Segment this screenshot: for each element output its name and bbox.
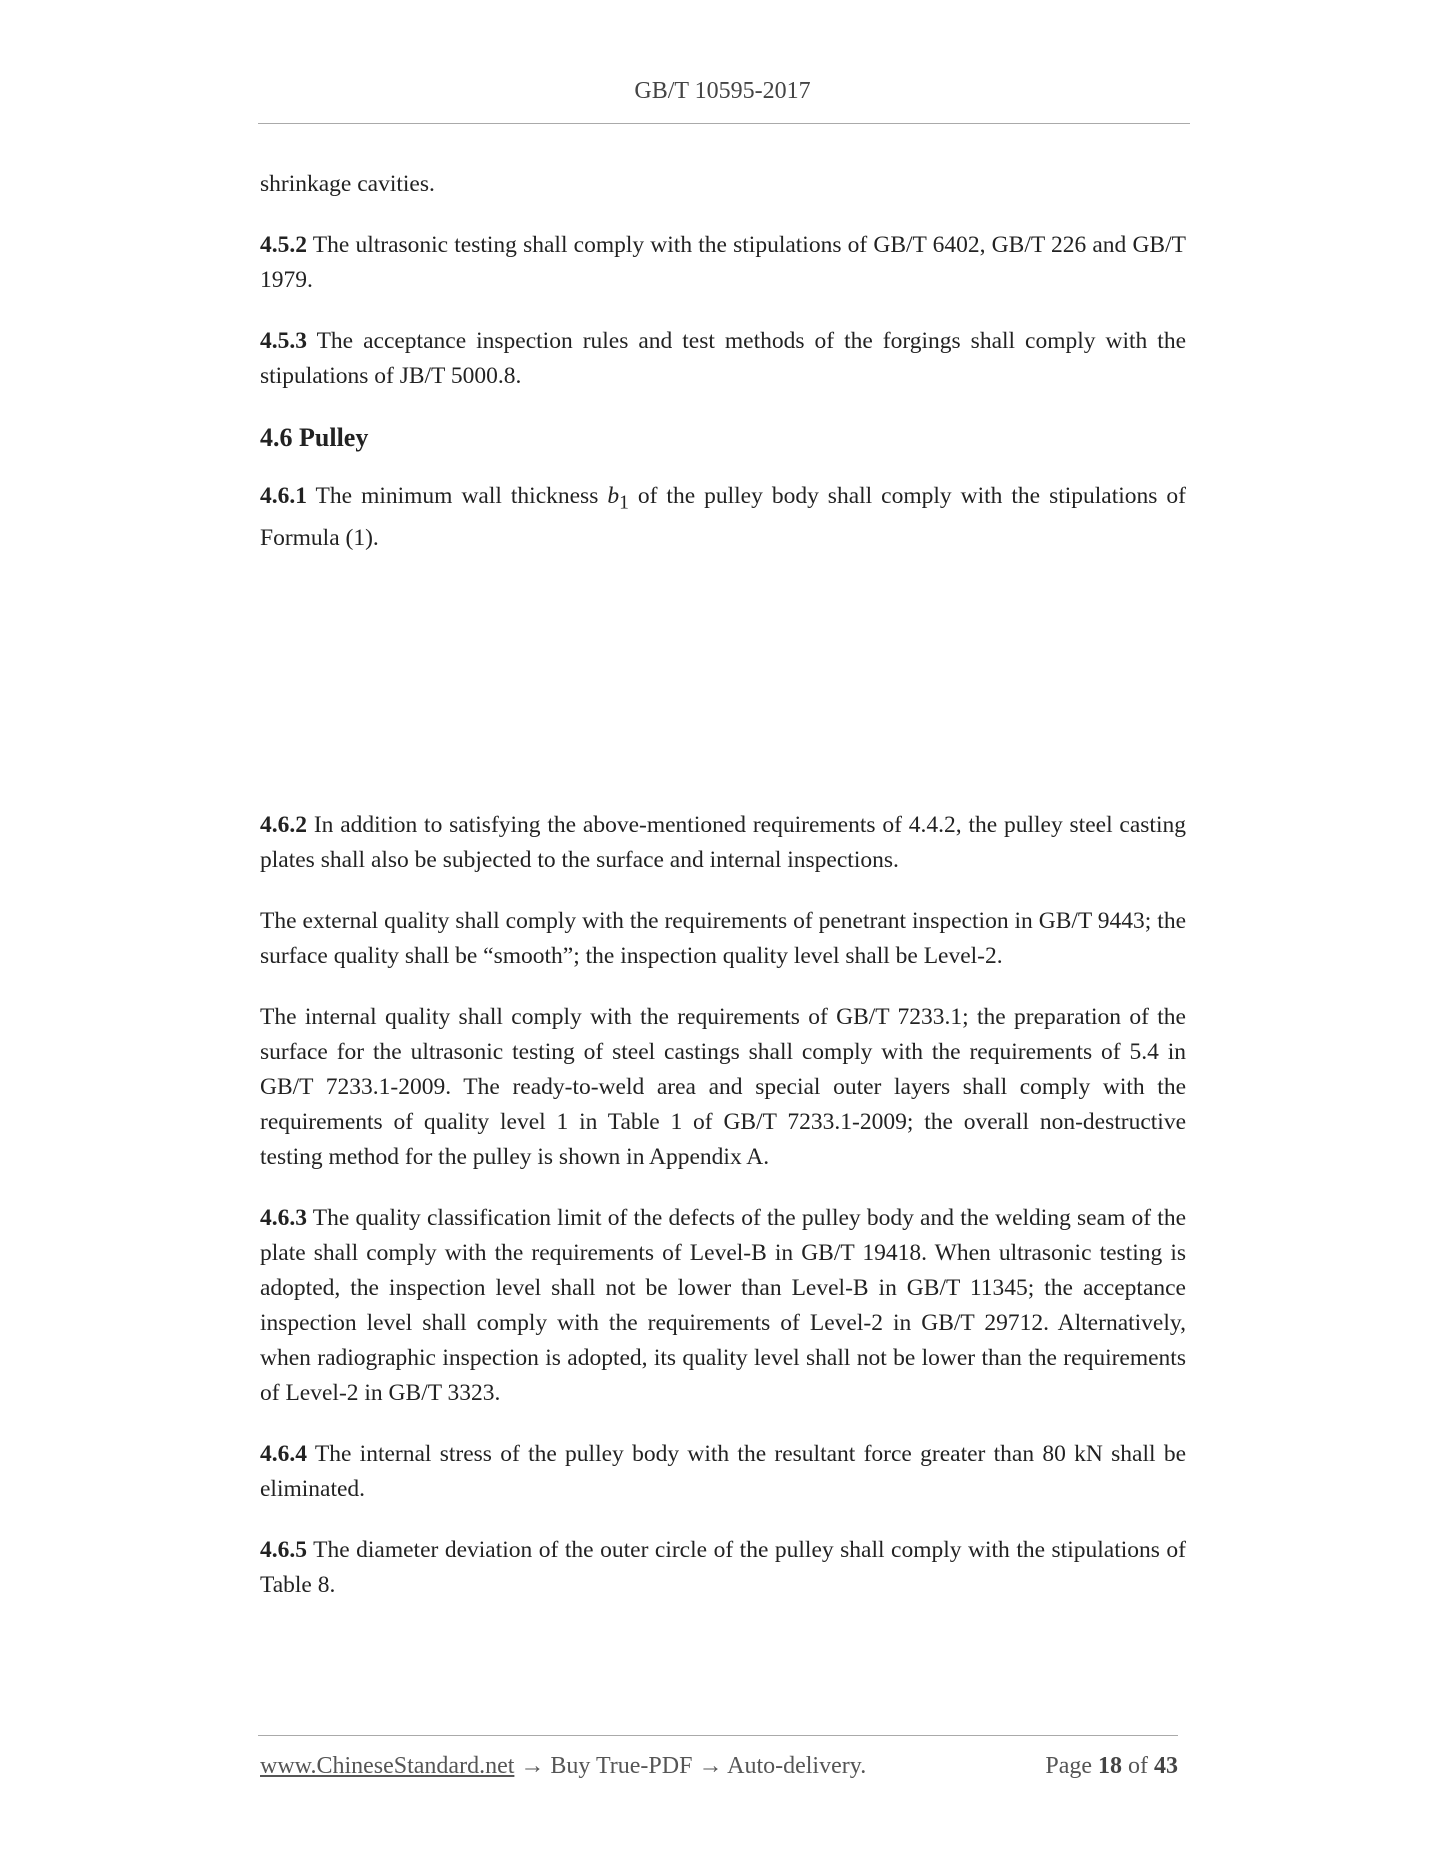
footer-divider	[258, 1735, 1178, 1736]
clause-text: The acceptance inspection rules and test methods of the forgings shall comply with the stipulations of JB/T 5000.8.	[260, 328, 1186, 389]
variable-b: b	[607, 483, 620, 509]
of-label: of	[1122, 1753, 1154, 1779]
clause-number: 4.6.5	[260, 1536, 307, 1563]
buy-text: → Buy True-PDF → Auto-delivery.	[514, 1753, 867, 1779]
clause-4-6-2	[260, 808, 1186, 878]
clause-4-6-1	[260, 479, 1186, 556]
website-link[interactable]: www.ChineseStandard.net	[260, 1753, 515, 1779]
clause-number: 4.6.1	[260, 483, 307, 509]
clause-number: 4.5.2	[260, 232, 307, 258]
section-heading-pulley: 4.6 Pulley	[260, 423, 369, 452]
external-quality-paragraph: The external quality shall comply with the requirements of penetrant inspection in GB/T 9443; the surface quality shall be “smooth”; the inspection quality level shall be Level-2.	[260, 907, 1186, 969]
clause-text: of the pulley body shall comply with the stipulations of Formula (1).	[260, 483, 1186, 551]
clause-4-6-3	[260, 1201, 1186, 1411]
clause-number: 4.6.4	[260, 1440, 307, 1467]
internal-quality-paragraph: The internal quality shall comply with the requirements of GB/T 7233.1; the preparation of the surface for the ultrasonic testing of steel castings shall comply with the requirements of 5.4 in GB/T 7233.1-2009. The ready-to-weld area and special outer layers shall comply with the requirements of quality level 1 in Table 1 of GB/T 7233.1-2009; the overall non-destructive testing method for the pulley is shown in Appendix A.	[260, 1003, 1186, 1170]
clause-number: 4.5.3	[260, 328, 307, 354]
page-header: GB/T 10595-2017	[634, 78, 811, 104]
header-divider	[258, 123, 1190, 124]
page-number: 18	[1098, 1753, 1122, 1779]
clause-text: The diameter deviation of the outer circle of the pulley shall comply with the stipulations of Table 8.	[260, 1536, 1186, 1598]
clause-text: In addition to satisfying the above-mentioned requirements of 4.4.2, the pulley steel casting plates shall also be subjected to the surface and internal inspections.	[260, 811, 1186, 873]
clause-number: 4.6.2	[260, 811, 307, 838]
clause-number: 4.6.3	[260, 1204, 307, 1231]
formula-blank-area	[260, 582, 1186, 808]
clause-text: The internal stress of the pulley body with the resultant force greater than 80 kN shall be eliminated.	[260, 1440, 1186, 1502]
paragraph-continuation: shrinkage cavities.	[260, 171, 435, 197]
variable-subscript: 1	[619, 492, 629, 514]
page-total: 43	[1154, 1753, 1178, 1779]
clause-text: The quality classification limit of the defects of the pulley body and the welding seam of the plate shall comply with the requirements of Level-B in GB/T 19418. When ultrasonic testing is adopted, the inspection level shall not be lower than Level-B in GB/T 11345; the acceptance inspection level shall comply with the requirements of Level-2 in GB/T 29712. Alternatively, when radiographic inspection is adopted, its quality level shall not be lower than the requirements of Level-2 in GB/T 3323.	[260, 1204, 1186, 1406]
clause-4-6-5	[260, 1533, 1186, 1603]
clause-4-6-4	[260, 1437, 1186, 1507]
clause-text: The ultrasonic testing shall comply with the stipulations of GB/T 6402, GB/T 226 and GB/T 1979.	[260, 232, 1186, 293]
clause-4-5-2	[260, 228, 1186, 298]
clause-4-5-3	[260, 324, 1186, 394]
clause-text: The minimum wall thickness	[307, 483, 608, 509]
page-indicator	[1045, 1753, 1178, 1780]
page-label: Page	[1045, 1753, 1098, 1779]
document-body	[260, 167, 1186, 1629]
footer-promo	[260, 1753, 866, 1780]
